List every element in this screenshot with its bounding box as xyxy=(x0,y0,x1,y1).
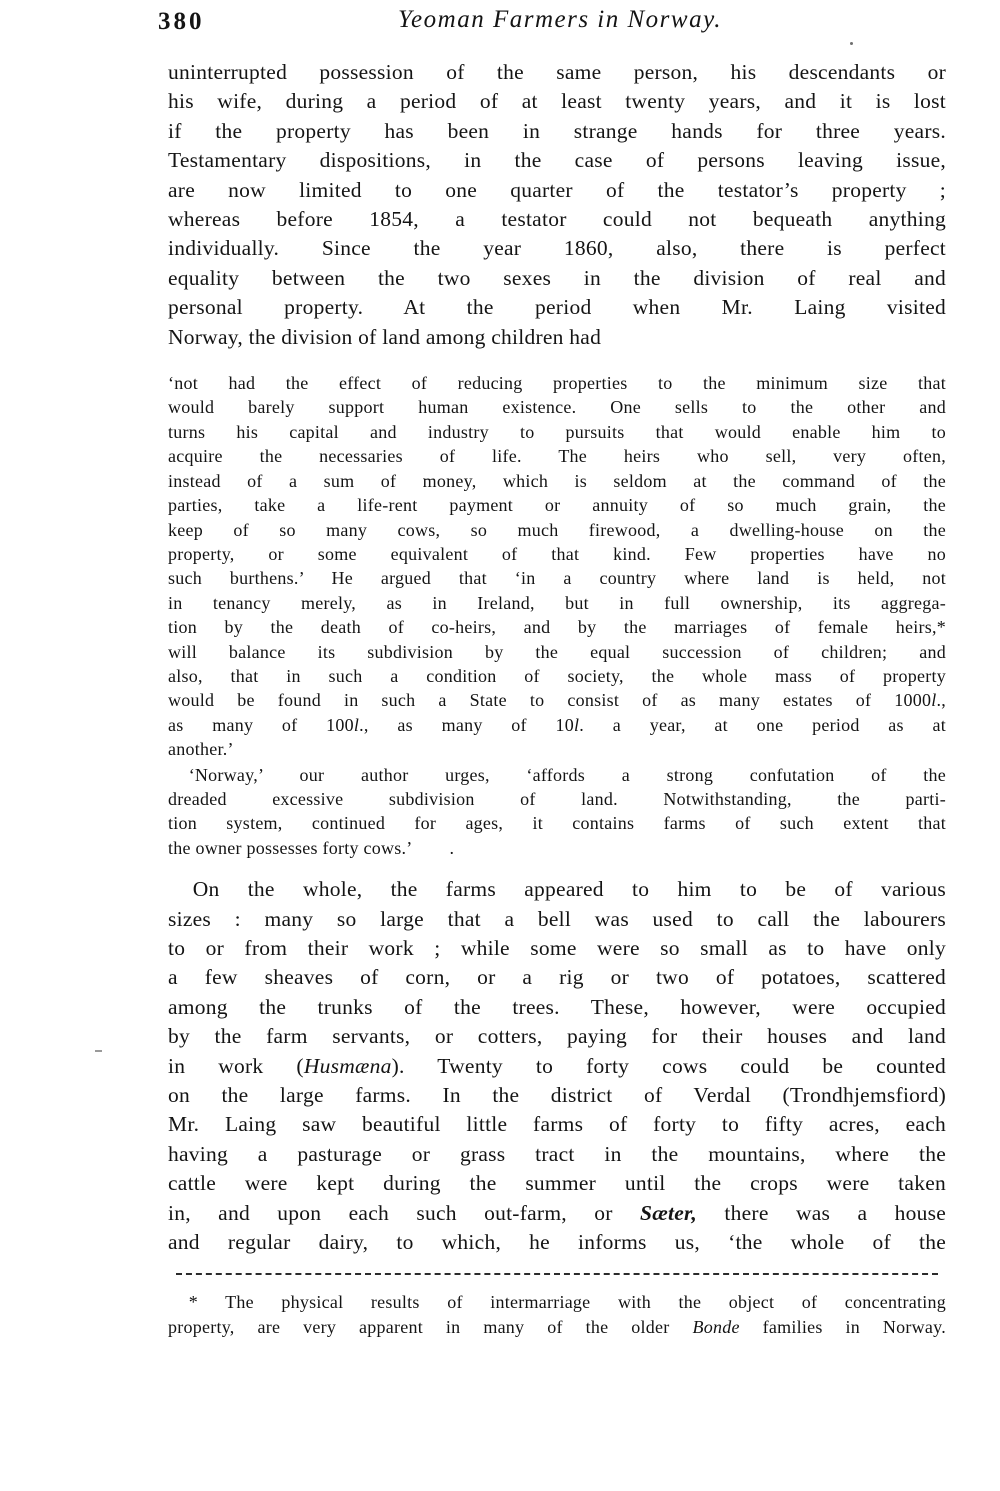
running-title: Yeoman Farmers in Norway. xyxy=(397,6,723,33)
text-line xyxy=(168,1110,946,1139)
text-line xyxy=(168,323,946,352)
text-segment: as many of 100 xyxy=(168,714,354,735)
text-segment: ., as many of 10 xyxy=(359,714,575,735)
text-line xyxy=(168,444,946,468)
page-number: 380 xyxy=(158,8,205,35)
footnote xyxy=(168,1290,946,1339)
text-line xyxy=(168,640,946,664)
text-segment: ). Twenty to forty cows could be counted xyxy=(391,1053,946,1078)
text-segment: tion by the death of co-heirs, and by the marriages of female heirs,* xyxy=(168,617,946,638)
text-segment: equality between the two sexes in the division of real and xyxy=(168,265,946,290)
text-line xyxy=(168,811,946,835)
text-segment: tion system, continued for ages, it contains farms of such extent that xyxy=(168,813,946,834)
text-segment: having a pasturage or grass tract in the mountains, where the xyxy=(168,1141,946,1166)
text-line xyxy=(168,1228,946,1257)
text-line xyxy=(168,688,946,712)
text-segment: cattle were kept during the summer until the crops were taken xyxy=(168,1171,946,1196)
italic-text: l xyxy=(574,714,580,735)
text-line xyxy=(168,963,946,992)
text-line xyxy=(168,293,946,322)
text-segment: property, or some equivalent of that kind. Few properties have no xyxy=(168,543,946,564)
text-segment: Mr. Laing saw beautiful little farms of forty to fifty acres, each xyxy=(168,1112,946,1137)
text-line xyxy=(168,566,946,590)
text-line xyxy=(168,737,946,761)
italic-text: Bonde xyxy=(692,1316,740,1337)
text-segment: there was a house xyxy=(697,1200,946,1225)
text-segment: keep of so many cows, so much firewood, a dwelling-house on the xyxy=(168,519,946,540)
italic-text: l xyxy=(931,690,937,711)
text-line xyxy=(168,934,946,963)
text-line xyxy=(168,87,946,116)
blockquote-1 xyxy=(168,371,946,762)
text-line xyxy=(168,1081,946,1110)
text-block xyxy=(168,58,946,1339)
text-segment: On the whole, the farms appeared to him to be of various xyxy=(192,877,946,902)
text-segment: on the large farms. In the district of Verdal (Trondhjemsfiord) xyxy=(168,1083,946,1108)
text-segment: ‘not had the effect of reducing properties to the minimum size that xyxy=(168,373,946,394)
text-segment: turns his capital and industry to pursuits that would enable him to xyxy=(168,421,946,442)
page-header xyxy=(0,4,1000,44)
text-line xyxy=(168,591,946,615)
text-segment: in work ( xyxy=(168,1053,304,1078)
text-line xyxy=(168,395,946,419)
text-segment: parties, take a life-rent payment or annuity of so much grain, the xyxy=(168,495,946,516)
text-line xyxy=(168,1315,946,1339)
scan-artifact-mark xyxy=(95,1050,102,1052)
text-line xyxy=(168,763,946,787)
text-line xyxy=(168,469,946,493)
text-line xyxy=(168,905,946,934)
text-line xyxy=(168,146,946,175)
text-line xyxy=(168,664,946,688)
text-segment: dreaded excessive subdivision of land. Notwithstanding, the parti- xyxy=(168,788,946,809)
text-segment: will balance its subdivision by the equal succession of children; and xyxy=(168,641,946,662)
text-segment: if the property has been in strange hands for three years. xyxy=(168,118,946,143)
text-segment: in, and upon each such out-farm, or xyxy=(168,1200,640,1225)
text-line xyxy=(168,1052,946,1081)
scan-artifact-dot xyxy=(850,42,853,45)
text-segment: such burthens.’ He argued that ‘in a country where land is held, not xyxy=(168,568,946,589)
text-segment: individually. Since the year 1860, also, there is perfect xyxy=(168,236,946,261)
text-line xyxy=(168,542,946,566)
text-segment: would be found in such a State to consist of as many estates of 1000 xyxy=(168,690,932,711)
text-segment: would barely support human existence. One sells to the other and xyxy=(168,397,946,418)
text-segment: whereas before 1854, a testator could not bequeath anything xyxy=(168,207,946,232)
text-segment: instead of a sum of money, which is seldom at the command of the xyxy=(168,470,946,491)
text-segment: are now limited to one quarter of the testator’s property ; xyxy=(168,177,946,202)
text-line xyxy=(168,713,946,737)
text-segment: sizes : many so large that a bell was used to call the labourers xyxy=(168,906,946,931)
text-line xyxy=(168,176,946,205)
text-segment: Norway, the division of land among children had xyxy=(168,324,602,349)
text-line xyxy=(168,518,946,542)
text-line xyxy=(168,58,946,87)
paragraph-main-2 xyxy=(168,875,946,1257)
text-segment: the owner possesses forty cows.’ . xyxy=(168,837,455,858)
italic-text: Husmæna xyxy=(303,1053,392,1078)
footnote-rule xyxy=(176,1273,938,1275)
text-segment: . a year, at one period as at xyxy=(579,714,946,735)
text-line xyxy=(168,787,946,811)
text-line xyxy=(168,371,946,395)
italic-text: l xyxy=(353,714,360,735)
text-segment: and regular dairy, to which, he informs us, ‘the whole of the xyxy=(168,1230,946,1255)
text-segment: by the farm servants, or cotters, paying for their houses and land xyxy=(168,1024,946,1049)
text-segment: also, that in such a condition of society, the whole mass of property xyxy=(168,665,946,686)
text-segment: Testamentary dispositions, in the case of persons leaving issue, xyxy=(168,148,946,173)
text-segment: another.’ xyxy=(168,739,234,760)
text-line xyxy=(168,493,946,517)
text-line xyxy=(168,234,946,263)
text-segment: personal property. At the period when Mr. Laing visited xyxy=(168,295,946,320)
text-segment: acquire the necessaries of life. The heirs who sell, very often, xyxy=(168,446,946,467)
text-line xyxy=(168,875,946,904)
text-segment: uninterrupted possession of the same person, his descendants or xyxy=(168,60,946,84)
blockquote-2 xyxy=(168,763,946,861)
text-segment: families in Norway. xyxy=(739,1316,946,1337)
text-line xyxy=(168,117,946,146)
text-segment: to or from their work ; while some were so small as to have only xyxy=(168,936,946,960)
text-line xyxy=(168,615,946,639)
text-segment: a few sheaves of corn, or a rig or two of potatoes, scattered xyxy=(168,965,946,990)
text-line xyxy=(168,993,946,1022)
text-segment: among the trunks of the trees. These, however, were occupied xyxy=(168,994,946,1019)
text-segment: * The physical results of intermarriage with the object of concentrating xyxy=(188,1292,946,1313)
text-line xyxy=(168,1199,946,1228)
text-line xyxy=(168,264,946,293)
text-line xyxy=(168,1022,946,1051)
text-line xyxy=(168,1140,946,1169)
text-line xyxy=(168,836,946,860)
text-segment: ., xyxy=(936,690,946,711)
text-segment: his wife, during a period of at least twenty years, and it is lost xyxy=(168,89,946,114)
text-line xyxy=(168,420,946,444)
text-segment: in tenancy merely, as in Ireland, but in full ownership, its aggrega- xyxy=(168,592,946,613)
text-segment: ‘Norway,’ our author urges, ‘affords a strong confutation of the xyxy=(188,764,946,785)
text-line xyxy=(168,1290,946,1314)
italic-text: Sæter, xyxy=(640,1200,698,1225)
paragraph-main-1 xyxy=(168,58,946,352)
text-segment: property, are very apparent in many of the older xyxy=(168,1316,693,1337)
text-line xyxy=(168,205,946,234)
text-line xyxy=(168,1169,946,1198)
